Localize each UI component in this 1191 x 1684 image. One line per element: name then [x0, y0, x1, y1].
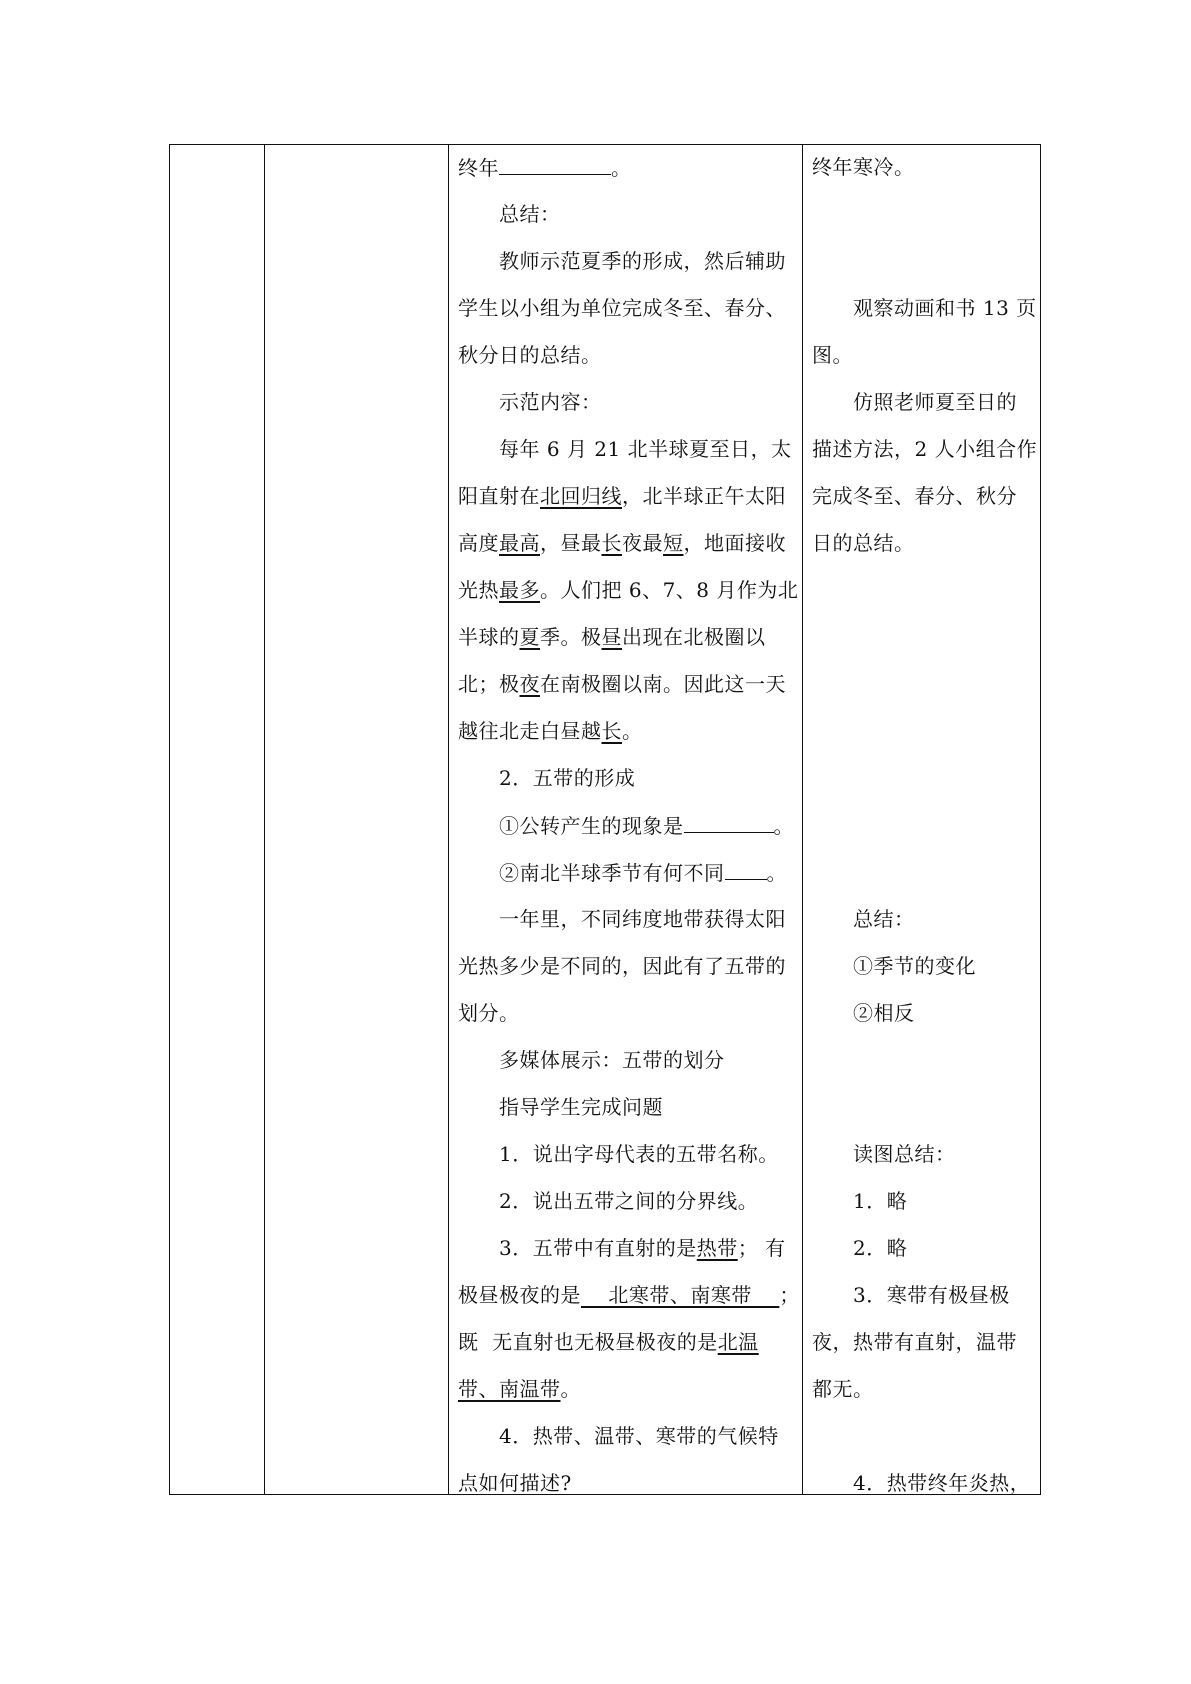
- text-line: 2．说出五带之间的分界线。: [499, 1189, 759, 1213]
- text-line: 1．说出字母代表的五带名称。: [499, 1142, 779, 1166]
- text-line: 光热最多。人们把 6、7、8 月作为北: [458, 578, 799, 602]
- text-line: 1．略: [853, 1189, 908, 1213]
- text-line: 学生以小组为单位完成冬至、春分、: [458, 296, 786, 320]
- text-line: 仿照老师夏至日的: [853, 390, 1017, 414]
- text-line: 带、南温带。: [458, 1377, 581, 1401]
- text-line: 完成冬至、春分、秋分: [812, 484, 1017, 508]
- text-line: 高度最高，昼最长夜最短，地面接收: [458, 531, 786, 555]
- text-line: 总结：: [853, 907, 915, 931]
- answer-blank: [684, 812, 774, 833]
- text-line: 3．五带中有直射的是热带； 有: [499, 1236, 786, 1260]
- text-line: 日的总结。: [812, 531, 915, 555]
- text-line: 一年里，不同纬度地带获得太阳: [499, 907, 786, 931]
- text-line: 越往北走白昼越长。: [458, 719, 643, 743]
- text-line: 4．热带终年炎热，: [853, 1471, 1031, 1495]
- text-line: ①季节的变化: [853, 954, 976, 978]
- text-line: 4．热带、温带、寒带的气候特: [499, 1424, 779, 1448]
- text-line: 观察动画和书 13 页: [853, 296, 1037, 320]
- text-line: 每年 6 月 21 北半球夏至日，太: [499, 437, 792, 461]
- text-line: 点如何描述?: [458, 1471, 572, 1495]
- text-line: 半球的夏季。极昼出现在北极圈以: [458, 625, 766, 649]
- section-heading: 2．五带的形成: [499, 766, 636, 790]
- column-divider-2: [448, 145, 449, 1494]
- text-line: 终年 。: [458, 156, 632, 180]
- text-line: ①公转产生的现象是 。: [499, 814, 794, 838]
- text-line: 图。: [812, 343, 853, 367]
- text-line: ②相反: [853, 1001, 915, 1025]
- text-line: 终年寒冷。: [812, 155, 915, 179]
- text-line: 总结：: [499, 202, 561, 226]
- lesson-table: [169, 144, 1041, 1495]
- text-line: 阳直射在北回归线，北半球正午太阳: [458, 484, 786, 508]
- text-line: 示范内容：: [499, 390, 602, 414]
- text-line: 北；极夜在南极圈以南。因此这一天: [458, 672, 786, 696]
- text-line: ②南北半球季节有何不同 。: [499, 861, 787, 885]
- text-line: 2．略: [853, 1236, 908, 1260]
- text-line: 都无。: [812, 1377, 874, 1401]
- answer-blank: [725, 859, 767, 880]
- text-line: 划分。: [458, 1001, 520, 1025]
- text-line: 读图总结：: [853, 1142, 956, 1166]
- text-line: 秋分日的总结。: [458, 343, 602, 367]
- column-divider-1: [264, 145, 265, 1494]
- text-line: 3．寒带有极昼极: [853, 1283, 1010, 1307]
- text-line: 夜，热带有直射，温带: [812, 1330, 1017, 1354]
- text-line: 多媒体展示：五带的划分: [499, 1048, 725, 1072]
- text-line: 既 无直射也无极昼极夜的是北温: [458, 1330, 759, 1354]
- column-divider-3: [802, 145, 803, 1494]
- answer-blank: [499, 154, 611, 175]
- text-line: 教师示范夏季的形成，然后辅助: [499, 249, 786, 273]
- text-line: 描述方法，2 人小组合作: [812, 437, 1038, 461]
- text-line: 指导学生完成问题: [499, 1095, 663, 1119]
- text-line: 光热多少是不同的，因此有了五带的: [458, 954, 786, 978]
- text-line: 极昼极夜的是 北寒带、南寒带 ；: [458, 1283, 800, 1307]
